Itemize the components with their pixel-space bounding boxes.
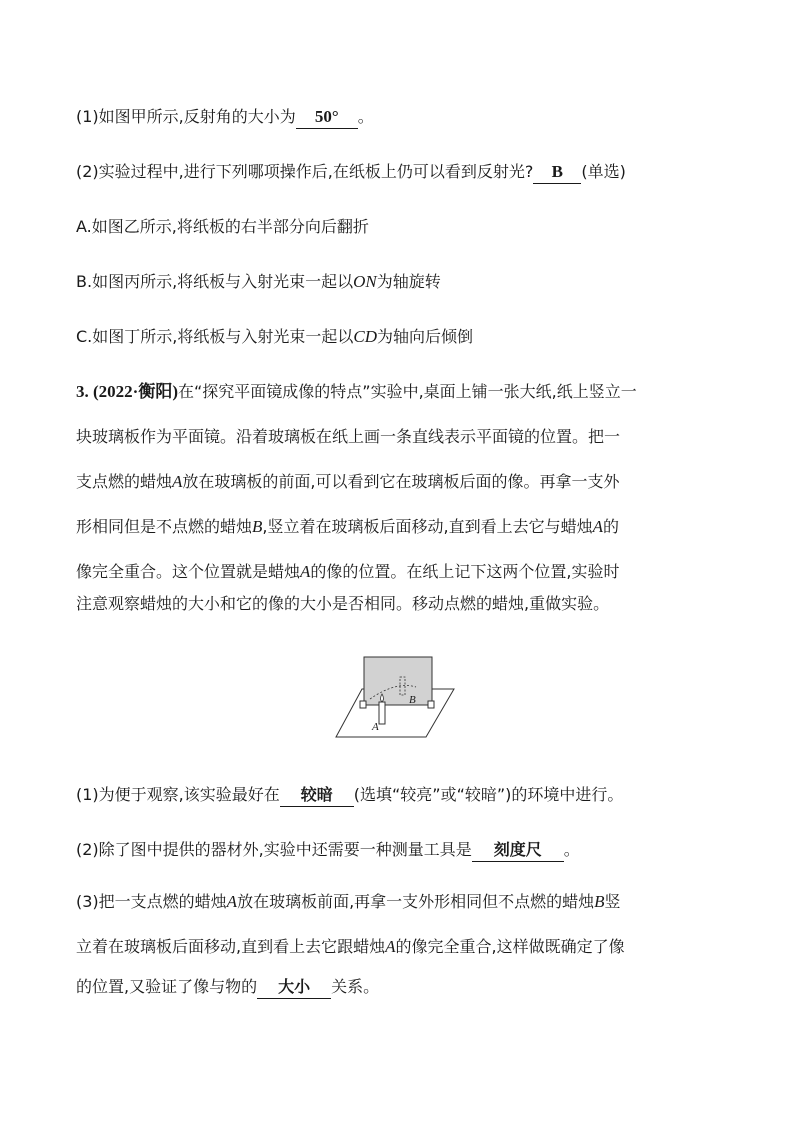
q2-part1-text: (1)如图甲所示,反射角的大小为 — [76, 107, 296, 126]
q3-part1-text: (1)为便于观察,该实验最好在 — [76, 785, 280, 804]
candle-a — [379, 702, 385, 724]
q3-part3-text1c: 竖 — [604, 892, 621, 911]
q3-part3-var-a2: A — [385, 937, 396, 956]
q2-option-a: A.如图乙所示,将纸板的右半部分向后翻折 — [76, 217, 369, 236]
q3-part3-text1a: (3)把一支点燃的蜡烛 — [76, 892, 227, 911]
q3-part3-var-b: B — [594, 892, 605, 911]
q3-part3-line3 — [76, 975, 379, 999]
q3-number: 3. (2022·衡阳) — [76, 382, 178, 401]
q3-part3-answer: 大小 — [257, 976, 331, 999]
q2-option-c-end: 为轴向后倾倒 — [376, 327, 473, 346]
q2-part2-end: (单选) — [581, 162, 626, 181]
q2-option-c — [76, 325, 473, 349]
q3-stem-line2: 块玻璃板作为平面镜。沿着玻璃板在纸上画一条直线表示平面镜的位置。把一 — [76, 427, 621, 446]
q3-stem-line6: 注意观察蜡烛的大小和它的像的大小是否相同。移动点燃的蜡烛,重做实验。 — [76, 594, 610, 613]
q2-part2-text: (2)实验过程中,进行下列哪项操作后,在纸板上仍可以看到反射光? — [76, 162, 534, 181]
q3-stem-line1 — [76, 380, 637, 404]
q3-stem-text4b: ,竖立着在玻璃板后面移动,直到看上去它与蜡烛 — [262, 517, 593, 536]
q2-option-b-var: ON — [353, 272, 377, 291]
flame — [381, 694, 384, 702]
glass-plate — [364, 657, 432, 705]
clamp-right — [428, 701, 434, 708]
q3-part1-end: (选填“较亮”或“较暗”)的环境中进行。 — [353, 785, 624, 804]
q3-stem-text5a: 像完全重合。这个位置就是蜡烛 — [76, 562, 301, 581]
q2-option-c-var: CD — [353, 327, 377, 346]
q3-stem-text4a: 形相同但是不点燃的蜡烛 — [76, 517, 253, 536]
q3-part3-var-a: A — [226, 892, 238, 911]
q3-var-a: A — [172, 472, 183, 491]
q3-var-a2: A — [592, 517, 603, 536]
q2-part1-answer: 50° — [296, 106, 358, 129]
q3-var-a3: A — [300, 562, 311, 581]
q3-part2-end: 。 — [563, 840, 580, 859]
q3-stem-text3b: 放在玻璃板的前面,可以看到它在玻璃板后面的像。再拿一支外 — [182, 472, 620, 491]
q3-part3-line2 — [76, 935, 625, 959]
q3-stem-line3 — [76, 470, 620, 494]
q3-part3-text2b: 的像完全重合,这样做既确定了像 — [395, 937, 625, 956]
q2-part1 — [76, 105, 374, 129]
q3-stem-text1: 在“探究平面镜成像的特点”实验中,桌面上铺一张大纸,纸上竖立一 — [178, 382, 637, 401]
q2-option-b-text: B.如图丙所示,将纸板与入射光束一起以 — [76, 272, 354, 291]
q3-part2 — [76, 838, 580, 862]
label-b: B — [409, 694, 416, 706]
q3-stem-line5 — [76, 560, 620, 584]
clamp-left — [360, 701, 366, 708]
q3-part1-answer: 较暗 — [280, 784, 354, 807]
q2-option-b — [76, 270, 441, 294]
q3-part3-text3a: 的位置,又验证了像与物的 — [76, 977, 258, 996]
q3-part2-answer: 刻度尺 — [472, 839, 564, 862]
q2-option-b-end: 为轴旋转 — [376, 272, 441, 291]
q2-part2 — [76, 160, 626, 184]
q3-part1 — [76, 783, 623, 807]
q3-stem-line4 — [76, 515, 619, 539]
mirror-candle-figure — [334, 655, 460, 739]
q3-part3-text2a: 立着在玻璃板后面移动,直到看上去它跟蜡烛 — [76, 937, 386, 956]
q3-stem-text3a: 支点燃的蜡烛 — [76, 472, 173, 491]
q3-part3-text3b: 关系。 — [331, 977, 380, 996]
q3-stem-text4c: 的 — [602, 517, 619, 536]
label-a: A — [372, 721, 379, 733]
q3-stem-text5b: 的像的位置。在纸上记下这两个位置,实验时 — [310, 562, 620, 581]
q2-part2-answer: B — [533, 161, 581, 184]
q3-part2-text: (2)除了图中提供的器材外,实验中还需要一种测量工具是 — [76, 840, 472, 859]
q3-part3-line1 — [76, 890, 621, 914]
q3-part3-text1b: 放在玻璃板前面,再拿一支外形相同但不点燃的蜡烛 — [237, 892, 595, 911]
q2-option-c-text: C.如图丁所示,将纸板与入射光束一起以 — [76, 327, 354, 346]
q3-var-b: B — [252, 517, 263, 536]
q2-part1-end: 。 — [357, 107, 374, 126]
